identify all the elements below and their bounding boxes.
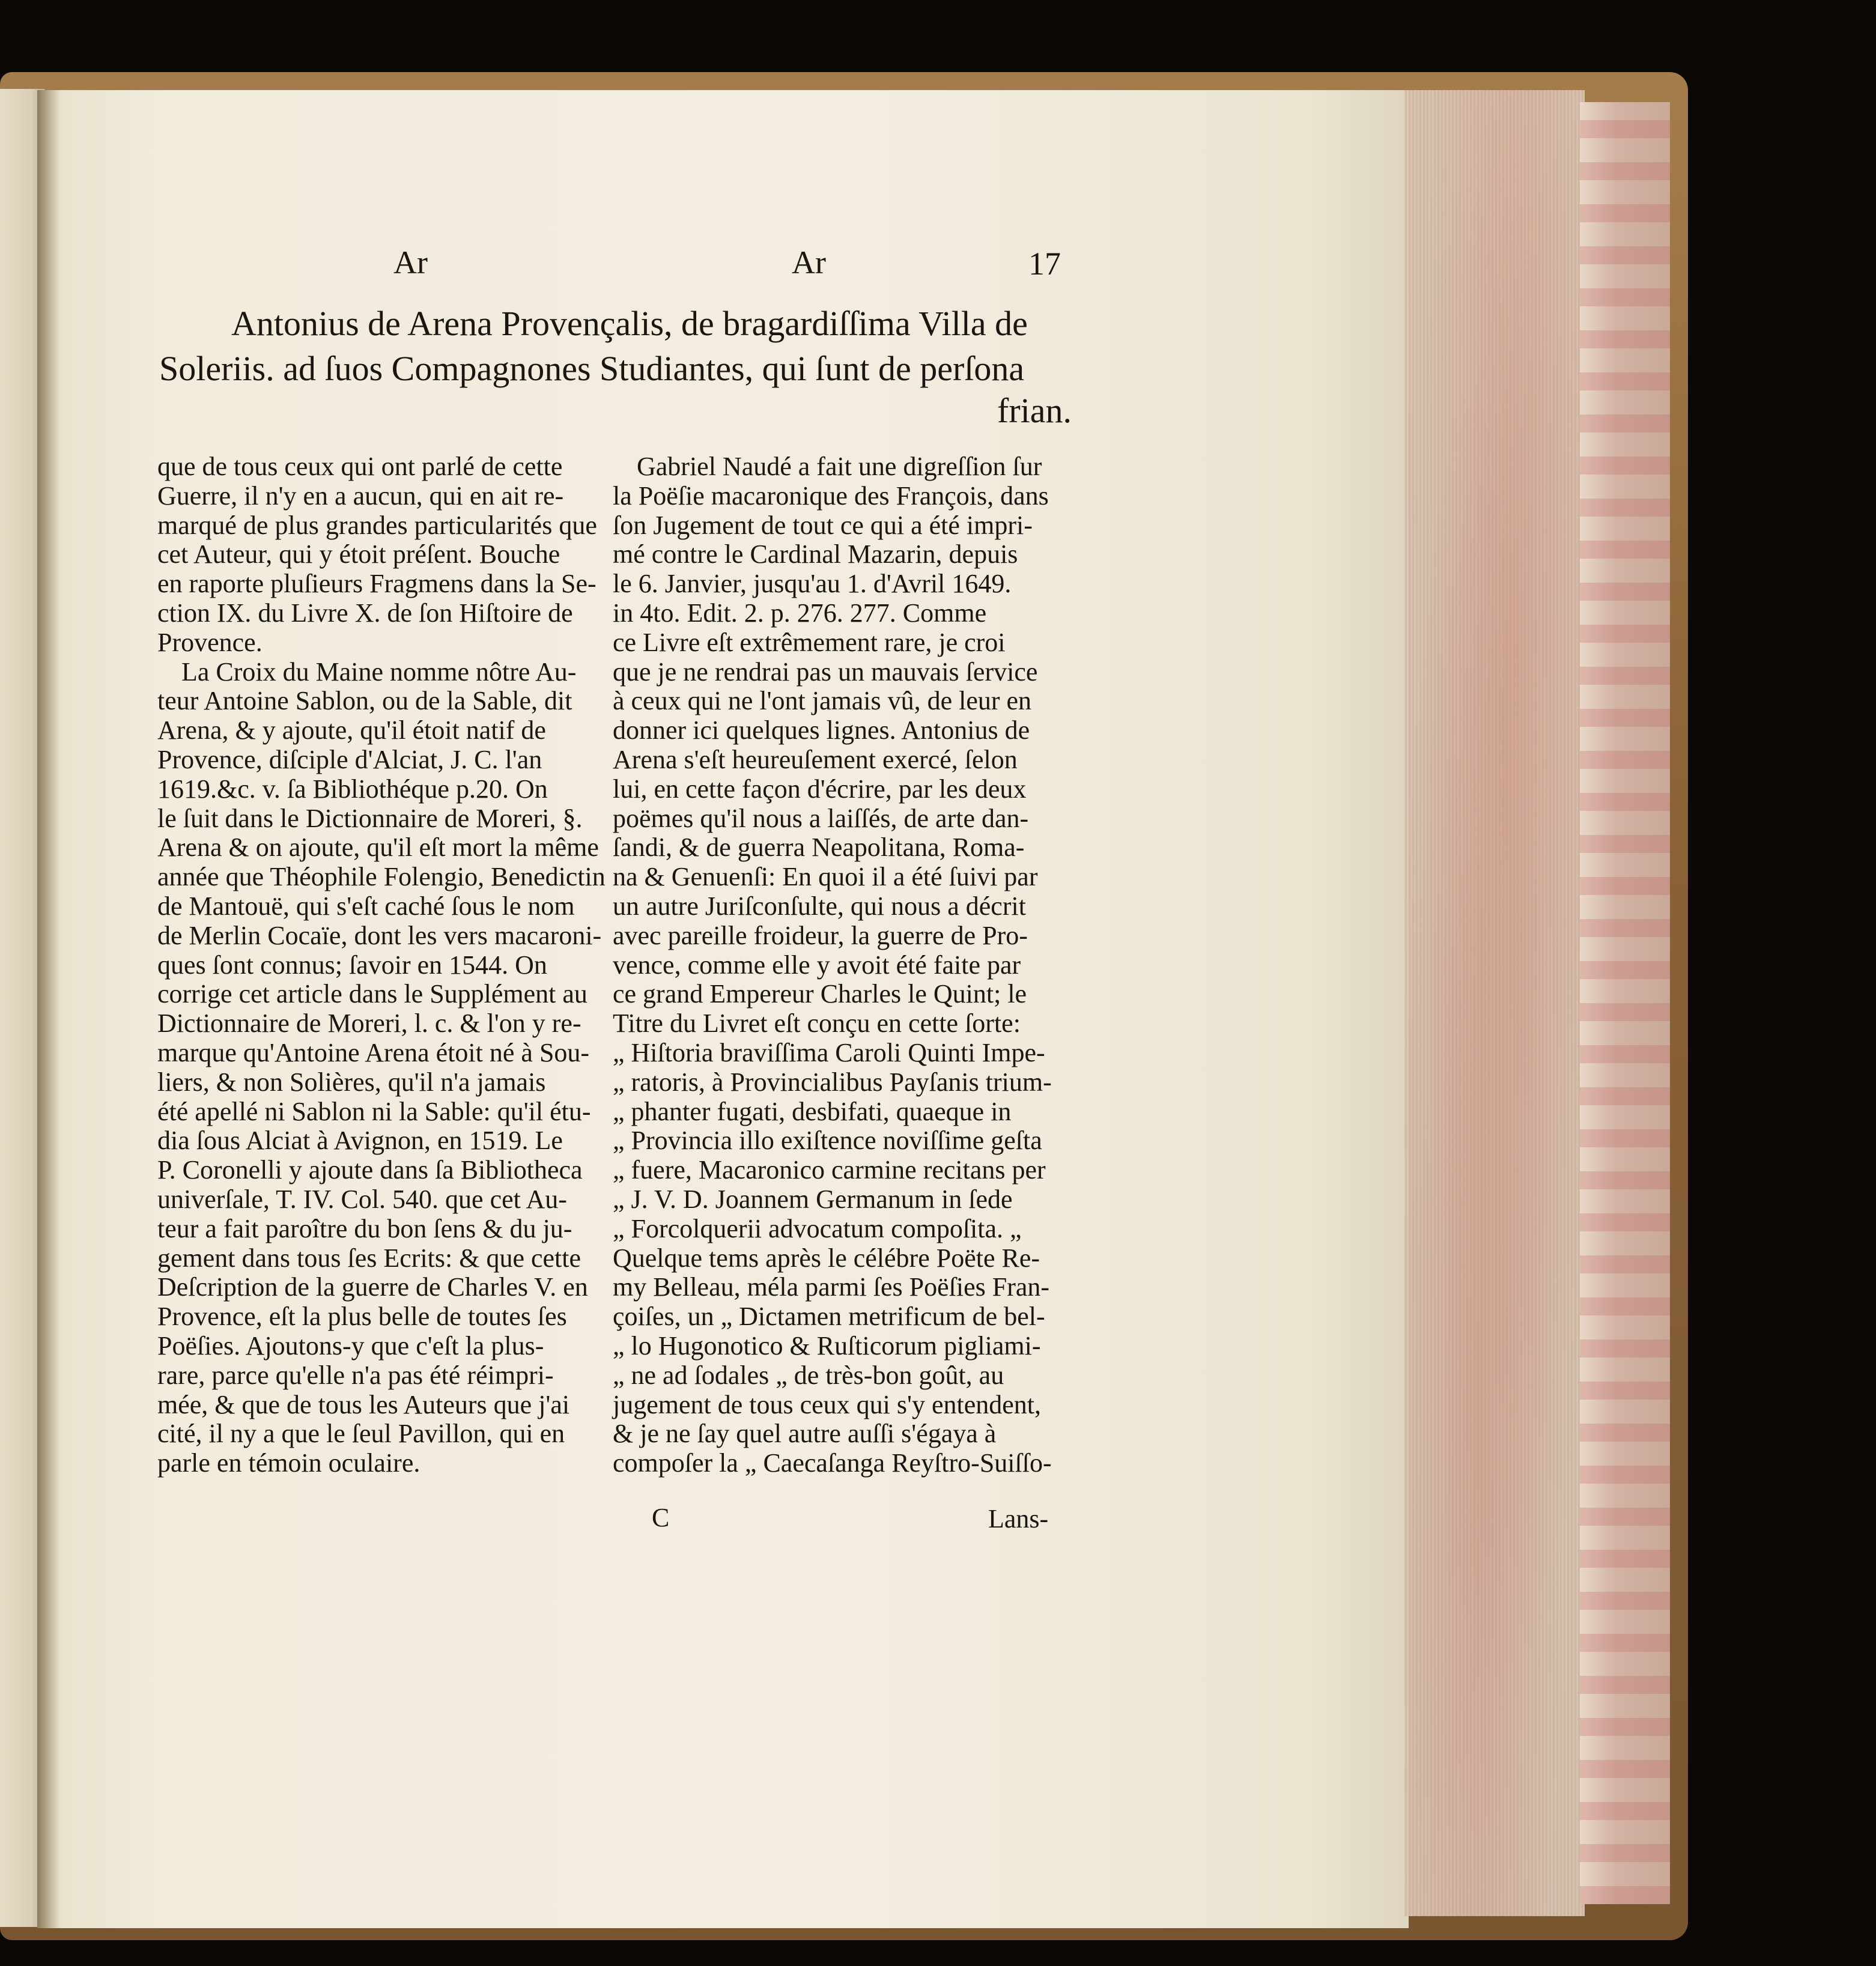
text-line: Dictionnaire de Moreri, l. c. & l'on y re-: [157, 1009, 581, 1039]
title-line-2: Soleriis. ad ſuos Compagnones Studiantes, qui ſunt de perſona: [159, 349, 1025, 388]
text-line: Arena, & y ajoute, qu'il étoit natif de: [157, 715, 546, 745]
text-line: çoiſes, un „ Dictamen metrificum de bel-: [613, 1302, 1045, 1332]
text-line: lui, en cette façon d'écrire, par les deux: [613, 774, 1027, 804]
text-line: de Mantouë, qui s'eſt caché ſous le nom: [157, 891, 575, 921]
text-line: poëmes qu'il nous a laiſſés, de arte dan-: [613, 803, 1029, 833]
text-line: Arena s'eſt heureuſement exercé, ſelon: [613, 744, 1018, 774]
running-head-left: Ar: [393, 244, 428, 281]
title-line-3: frian.: [997, 391, 1072, 430]
text-line: Provence.: [157, 627, 263, 657]
text-line: & je ne ſay quel autre auſſi s'égaya à: [613, 1419, 997, 1449]
text-line: été apellé ni Sablon ni la Sable: qu'il étu-: [157, 1096, 591, 1126]
text-line: ce grand Empereur Charles le Quint; le: [613, 979, 1027, 1009]
text-line: liers, & non Solières, qu'il n'a jamais: [157, 1067, 546, 1097]
text-line: cité, il ny a que le ſeul Pavillon, qui en: [157, 1419, 565, 1449]
text-line: en raporte pluſieurs Fragmens dans la Se-: [157, 569, 596, 599]
text-line: de Merlin Cocaïe, dont les vers macaroni-: [157, 920, 602, 950]
text-line: parle en témoin oculaire.: [157, 1448, 420, 1478]
text-line: marqué de plus grandes particularités que: [157, 510, 597, 540]
text-line: „ Provincia illo exiſtence noviſſime geſta: [613, 1126, 1042, 1156]
text-line: avec pareille froideur, la guerre de Pro-: [613, 920, 1028, 950]
text-line: teur a fait paroître du bon ſens & du ju-: [157, 1213, 572, 1243]
text-line: un autre Juriſconſulte, qui nous a décrit: [613, 891, 1026, 921]
text-line: Provence, diſciple d'Alciat, J. C. l'an: [157, 744, 542, 774]
text-line: „ J. V. D. Joannem Germanum in ſede: [613, 1184, 1013, 1214]
text-line: teur Antoine Sablon, ou de la Sable, dit: [157, 686, 572, 716]
text-line: in 4to. Edit. 2. p. 276. 277. Comme: [613, 598, 987, 628]
text-line: ſon Jugement de tout ce qui a été impri-: [613, 510, 1033, 540]
text-line: Arena & on ajoute, qu'il eſt mort la même: [157, 833, 599, 863]
text-line: à ceux qui ne l'ont jamais vû, de leur en: [613, 686, 1032, 716]
text-line: ction IX. du Livre X. de ſon Hiſtoire de: [157, 598, 573, 628]
title-line-1: Antonius de Arena Provençalis, de bragardiſſima Villa de: [231, 304, 1028, 343]
catchword: Lans-: [988, 1504, 1049, 1534]
text-line: „ fuere, Macaronico carmine recitans per: [613, 1155, 1046, 1185]
page-number: 17: [1028, 246, 1061, 282]
text-line: my Belleau, méla parmi ſes Poëſies Fran-: [613, 1272, 1050, 1302]
text-line: 1619.&c. v. ſa Bibliothéque p.20. On: [157, 774, 548, 804]
fore-edge: [1580, 102, 1670, 1904]
gutter: [37, 90, 61, 1928]
text-line: que je ne rendrai pas un mauvais ſervice: [613, 657, 1038, 687]
text-line: cet Auteur, qui y étoit préſent. Bouche: [157, 539, 560, 569]
text-line: dia ſous Alciat à Avignon, en 1519. Le: [157, 1126, 563, 1156]
text-line: Quelque tems après le célébre Poëte Re-: [613, 1243, 1040, 1273]
text-line: rare, parce qu'elle n'a pas été réimpri-: [157, 1360, 554, 1390]
text-line: donner ici quelques lignes. Antonius de: [613, 715, 1030, 745]
text-line: Titre du Livret eſt conçu en cette ſorte:: [613, 1009, 1021, 1039]
running-head-center: Ar: [792, 244, 826, 281]
text-line: ce Livre eſt extrêmement rare, je croi: [613, 627, 1006, 657]
text-line: Gabriel Naudé a fait une digreſſion ſur: [637, 452, 1042, 481]
text-line: Poëſies. Ajoutons-y que c'eſt la plus-: [157, 1330, 544, 1361]
text-line: „ ratoris, à Provincialibus Payſanis trium-: [613, 1067, 1052, 1097]
text-line: „ lo Hugonotico & Ruſticorum pigliami-: [613, 1330, 1041, 1361]
text-line: année que Théophile Folengio, Benedictin: [157, 862, 606, 892]
page-block-edge: [1404, 90, 1585, 1916]
text-line: jugement de tous ceux qui s'y entendent,: [613, 1389, 1041, 1419]
text-line: Deſcription de la guerre de Charles V. en: [157, 1272, 588, 1302]
text-line: „ Hiſtoria braviſſima Caroli Quinti Impe-: [613, 1037, 1045, 1067]
text-line: compoſer la „ Caecaſanga Reyſtro-Suiſſo-: [613, 1448, 1052, 1478]
text-line: le 6. Janvier, jusqu'au 1. d'Avril 1649.: [613, 569, 1012, 599]
text-line: marque qu'Antoine Arena étoit né à Sou-: [157, 1037, 590, 1067]
text-line: que de tous ceux qui ont parlé de cette: [157, 452, 563, 481]
text-line: „ phanter fugati, desbifati, quaeque in: [613, 1096, 1012, 1126]
right-column: [613, 454, 1051, 1479]
text-line: mée, & que de tous les Auteurs que j'ai: [157, 1389, 570, 1419]
text-line: Provence, eſt la plus belle de toutes ſes: [157, 1302, 567, 1332]
text-line: ques ſont connus; ſavoir en 1544. On: [157, 950, 547, 980]
signature-mark: C: [652, 1503, 670, 1532]
text-line: vence, comme elle y avoit été faite par: [613, 950, 1021, 980]
text-line: univerſale, T. IV. Col. 540. que cet Au-: [157, 1184, 567, 1214]
text-line: „ ne ad ſodales „ de très-bon goût, au: [613, 1360, 1004, 1390]
text-line: Guerre, il n'y en a aucun, qui en ait re-: [157, 481, 564, 511]
text-line: na & Genuenſi: En quoi il a été ſuivi par: [613, 862, 1038, 892]
text-line: le ſuit dans le Dictionnaire de Moreri, §.: [157, 803, 583, 833]
text-line: mé contre le Cardinal Mazarin, depuis: [613, 539, 1018, 569]
text-line: gement dans tous ſes Ecrits: & que cette: [157, 1243, 581, 1273]
text-line: „ Forcolquerii advocatum compoſita. „: [613, 1213, 1022, 1243]
text-line: La Croix du Maine nomme nôtre Au-: [181, 657, 577, 687]
text-line: ſandi, & de guerra Neapolitana, Roma-: [613, 833, 1025, 863]
left-column: [157, 452, 606, 1479]
text-line: la Poëſie macaronique des François, dans: [613, 481, 1049, 511]
text-line: P. Coronelli y ajoute dans ſa Bibliotheca: [157, 1155, 583, 1185]
text-line: corrige cet article dans le Supplément au: [157, 979, 587, 1009]
